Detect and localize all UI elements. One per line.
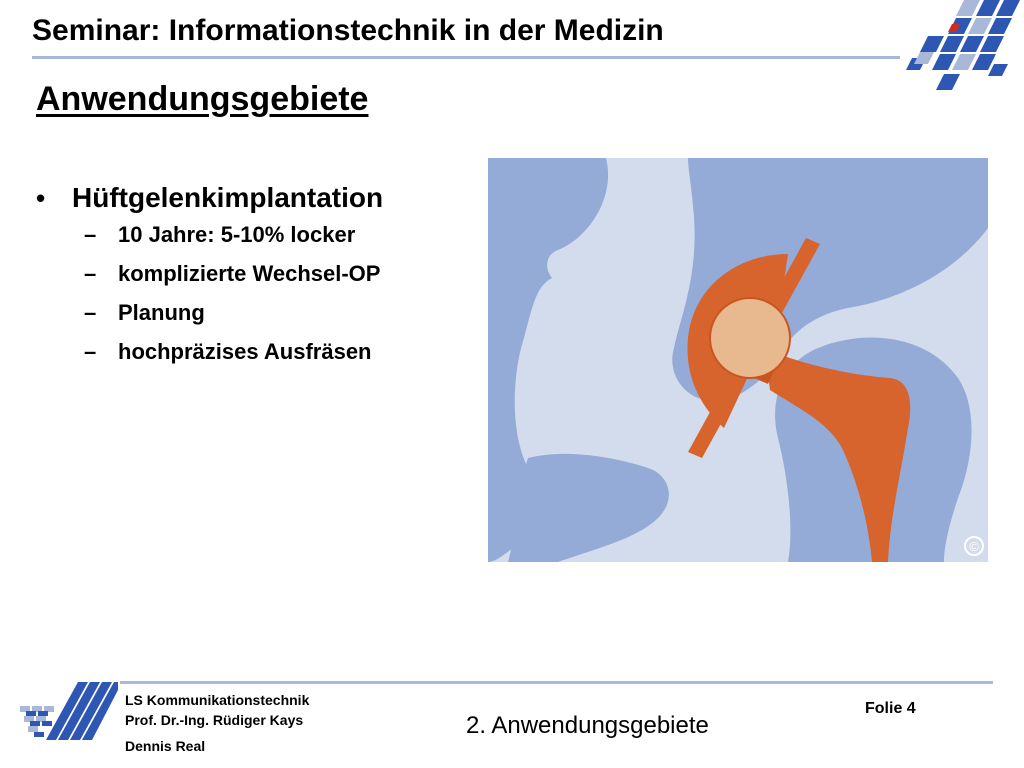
sub-bullet-text: hochpräzises Ausfräsen: [118, 339, 372, 364]
footer-organization: LS Kommunikationstechnik: [125, 692, 310, 708]
sub-bullet-item: [84, 222, 476, 261]
dash-marker: –: [84, 261, 97, 286]
sub-bullet-item: [84, 261, 476, 300]
copyright-mark: ©: [969, 539, 979, 554]
footer-divider: [120, 681, 993, 684]
bullet-text: Hüftgelenkimplantation: [72, 182, 384, 213]
sub-bullet-list: [36, 222, 476, 378]
sub-bullet-text: komplizierte Wechsel-OP: [118, 261, 381, 286]
sub-bullet-item: [84, 339, 476, 378]
femoral-head: [710, 298, 790, 378]
hip-implant-illustration: [488, 158, 988, 562]
header-divider: [32, 56, 900, 59]
sub-bullet-item: [84, 300, 476, 339]
footer-section-title: 2. Anwendungsgebiete: [466, 712, 709, 739]
dash-marker: –: [84, 339, 97, 364]
chair-logo: [18, 678, 118, 744]
university-logo: [904, 0, 1024, 96]
dash-marker: –: [84, 222, 97, 247]
bullet-hip-implant: [36, 182, 476, 214]
sub-bullet-text: Planung: [118, 300, 205, 325]
bullet-marker: •: [36, 183, 46, 213]
bullet-list: [36, 182, 476, 378]
slide-heading: Anwendungsgebiete: [36, 80, 369, 118]
footer-professor: Prof. Dr.-Ing. Rüdiger Kays: [125, 712, 304, 728]
presentation-title: Seminar: Informationstechnik in der Medizin: [32, 14, 664, 47]
slide-number: Folie 4: [865, 700, 916, 717]
sub-bullet-text: 10 Jahre: 5-10% locker: [118, 222, 356, 247]
footer-author: Dennis Real: [125, 738, 206, 754]
dash-marker: –: [84, 300, 97, 325]
